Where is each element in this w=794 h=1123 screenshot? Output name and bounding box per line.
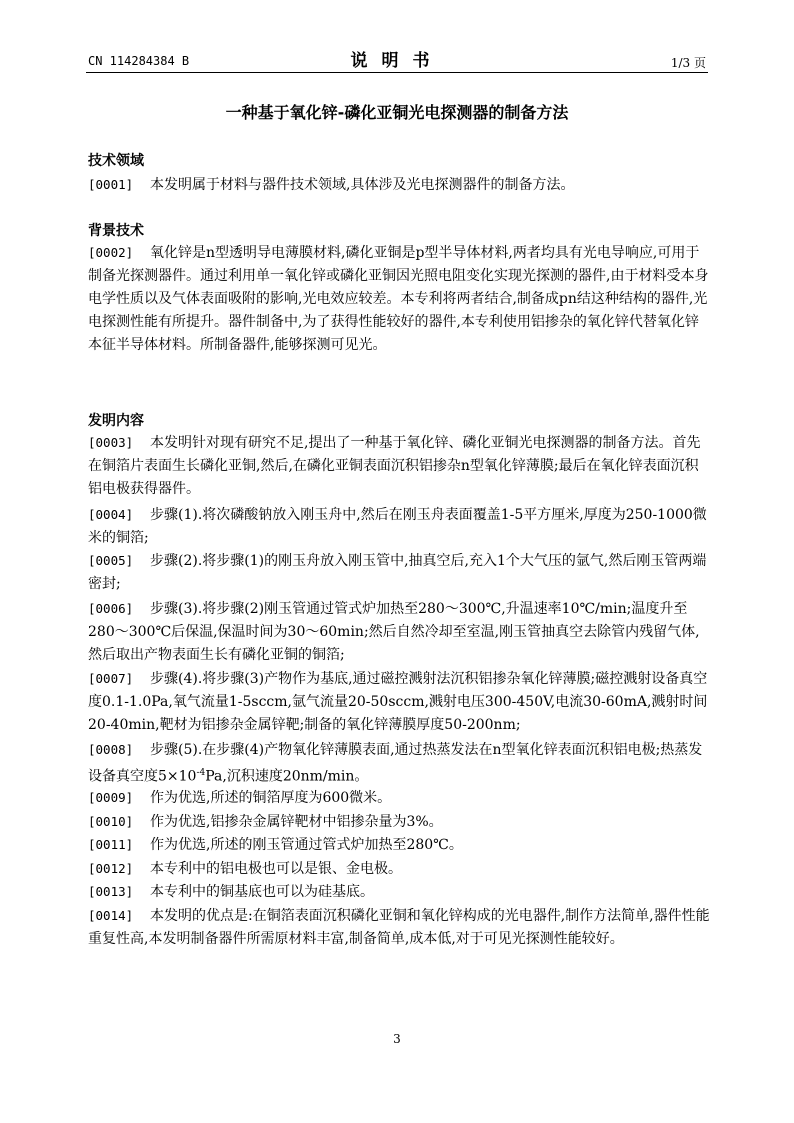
paragraph-number: [0009]: [88, 790, 134, 805]
paragraph: [88, 904, 710, 951]
paragraph-number: [0014]: [88, 908, 134, 923]
paragraph: [88, 810, 710, 834]
patent-number: CN 114284384 B: [88, 54, 190, 68]
paragraph: [88, 549, 710, 596]
paragraph: [88, 833, 710, 857]
paragraph-number: [0001]: [88, 177, 134, 192]
paragraph: [88, 431, 710, 501]
paragraph-text: 本发明属于材料与器件技术领域,具体涉及光电探测器件的制备方法。: [150, 177, 575, 193]
paragraph-text: 本专利中的铜基底也可以为硅基底。: [150, 884, 374, 900]
paragraph-text: 作为优选,所述的刚玉管通过管式炉加热至280℃。: [150, 837, 463, 853]
paragraph-number: [0011]: [88, 837, 134, 852]
paragraph-number: [0007]: [88, 671, 134, 686]
paragraph: [88, 597, 710, 667]
page-number: 3: [393, 1032, 401, 1046]
paragraph-number: [0006]: [88, 601, 134, 616]
paragraph-number: [0008]: [88, 742, 134, 757]
paragraph-text: 步骤(2).将步骤(1)的刚玉舟放入刚玉管中,抽真空后,充入1个大气压的氩气,然后刚玉管两端密封;: [88, 553, 707, 592]
paragraph: [88, 667, 710, 737]
paragraph-text: 本发明的优点是:在铜箔表面沉积磷化亚铜和氧化锌构成的光电器件,制作方法简单,器件性能重复性高,本发明制备器件所需原材料丰富,制备简单,成本低,对于可见光探测性能较好。: [88, 908, 710, 947]
document-title: 一种基于氧化锌-磷化亚铜光电探测器的制备方法: [225, 103, 569, 122]
paragraph-number: [0003]: [88, 435, 134, 450]
paragraph-number: [0012]: [88, 861, 134, 876]
paragraph-text: 步骤(4).将步骤(3)产物作为基底,通过磁控溅射法沉积铝掺杂氧化锌薄膜;磁控溅射设备真空度0.1-1.0Pa,氧气流量1-5sccm,氩气流量20-50sccm,溅射电压300-450V,电流30-60mA,溅射时间20-40min,靶材为铝掺杂金属锌靶;制备的氧化锌薄膜厚度50-200nm;: [88, 671, 708, 733]
paragraph-number: [0004]: [88, 507, 134, 522]
section-heading-background: 背景技术: [88, 223, 144, 239]
paragraph-text: 步骤(1).将次磷酸钠放入刚玉舟中,然后在刚玉舟表面覆盖1-5平方厘米,厚度为250-1000微米的铜箔;: [88, 507, 707, 546]
section-heading-tech-field: 技术领域: [88, 153, 144, 169]
doc-type-heading: 说明书: [350, 51, 444, 71]
paragraph-number: [0013]: [88, 884, 134, 899]
paragraph: [88, 738, 710, 789]
paragraph-text: 步骤(5).在步骤(4)产物氧化锌薄膜表面,通过热蒸发法在n型氧化锌表面沉积铝电极;热蒸发设备真空度5×10: [88, 742, 703, 785]
paragraph-text: 作为优选,铝掺杂金属锌靶材中铝掺杂量为3%。: [150, 814, 443, 830]
paragraph: [88, 503, 710, 550]
paragraph-text: 本专利中的铝电极也可以是银、金电极。: [150, 861, 402, 877]
section-heading-invention: 发明内容: [88, 413, 144, 429]
paragraph: [88, 786, 710, 810]
paragraph-number: [0002]: [88, 245, 134, 260]
paragraph-text: 步骤(3).将步骤(2)刚玉管通过管式炉加热至280～300℃,升温速率10℃/min;温度升至280～300℃后保温,保温时间为30～60min;然后自然冷却至室温,刚玉管抽真空去除管内残留气体,然后取出产物表面生长有磷化亚铜的铜箔;: [88, 601, 700, 663]
paragraph-text-cont: Pa,沉积速度20nm/min。: [205, 768, 369, 785]
paragraph: [88, 241, 710, 357]
exponent: -4: [196, 768, 206, 778]
paragraph-text: 作为优选,所述的铜箔厚度为600微米。: [150, 790, 392, 806]
paragraph-number: [0005]: [88, 553, 134, 568]
paragraph-text: 氧化锌是n型透明导电薄膜材料,磷化亚铜是p型半导体材料,两者均具有光电导响应,可用于制备光探测器件。通过利用单一氧化锌或磷化亚铜因光照电阻变化实现光探测的器件,由于材料受本身电学性质以及气体表面吸附的影响,光电效应较差。本专利将两者结合,制备成pn结这种结构的器件,光电探测性能有所提升。器件制备中,为了获得性能较好的器件,本专利使用铝掺杂的氧化锌代替氧化锌本征半导体材料。所制备器件,能够探测可见光。: [88, 245, 709, 353]
page-info: 1/3 页: [670, 56, 706, 70]
paragraph-text: 本发明针对现有研究不足,提出了一种基于氧化锌、磷化亚铜光电探测器的制备方法。首先在铜箔片表面生长磷化亚铜,然后,在磷化亚铜表面沉积铝掺杂n型氧化锌薄膜;最后在氧化锌表面沉积铝电极获得器件。: [88, 435, 701, 497]
paragraph: [88, 173, 710, 197]
header-divider: [86, 72, 708, 73]
paragraph: [88, 880, 710, 904]
paragraph-number: [0010]: [88, 814, 134, 829]
paragraph: [88, 857, 710, 881]
